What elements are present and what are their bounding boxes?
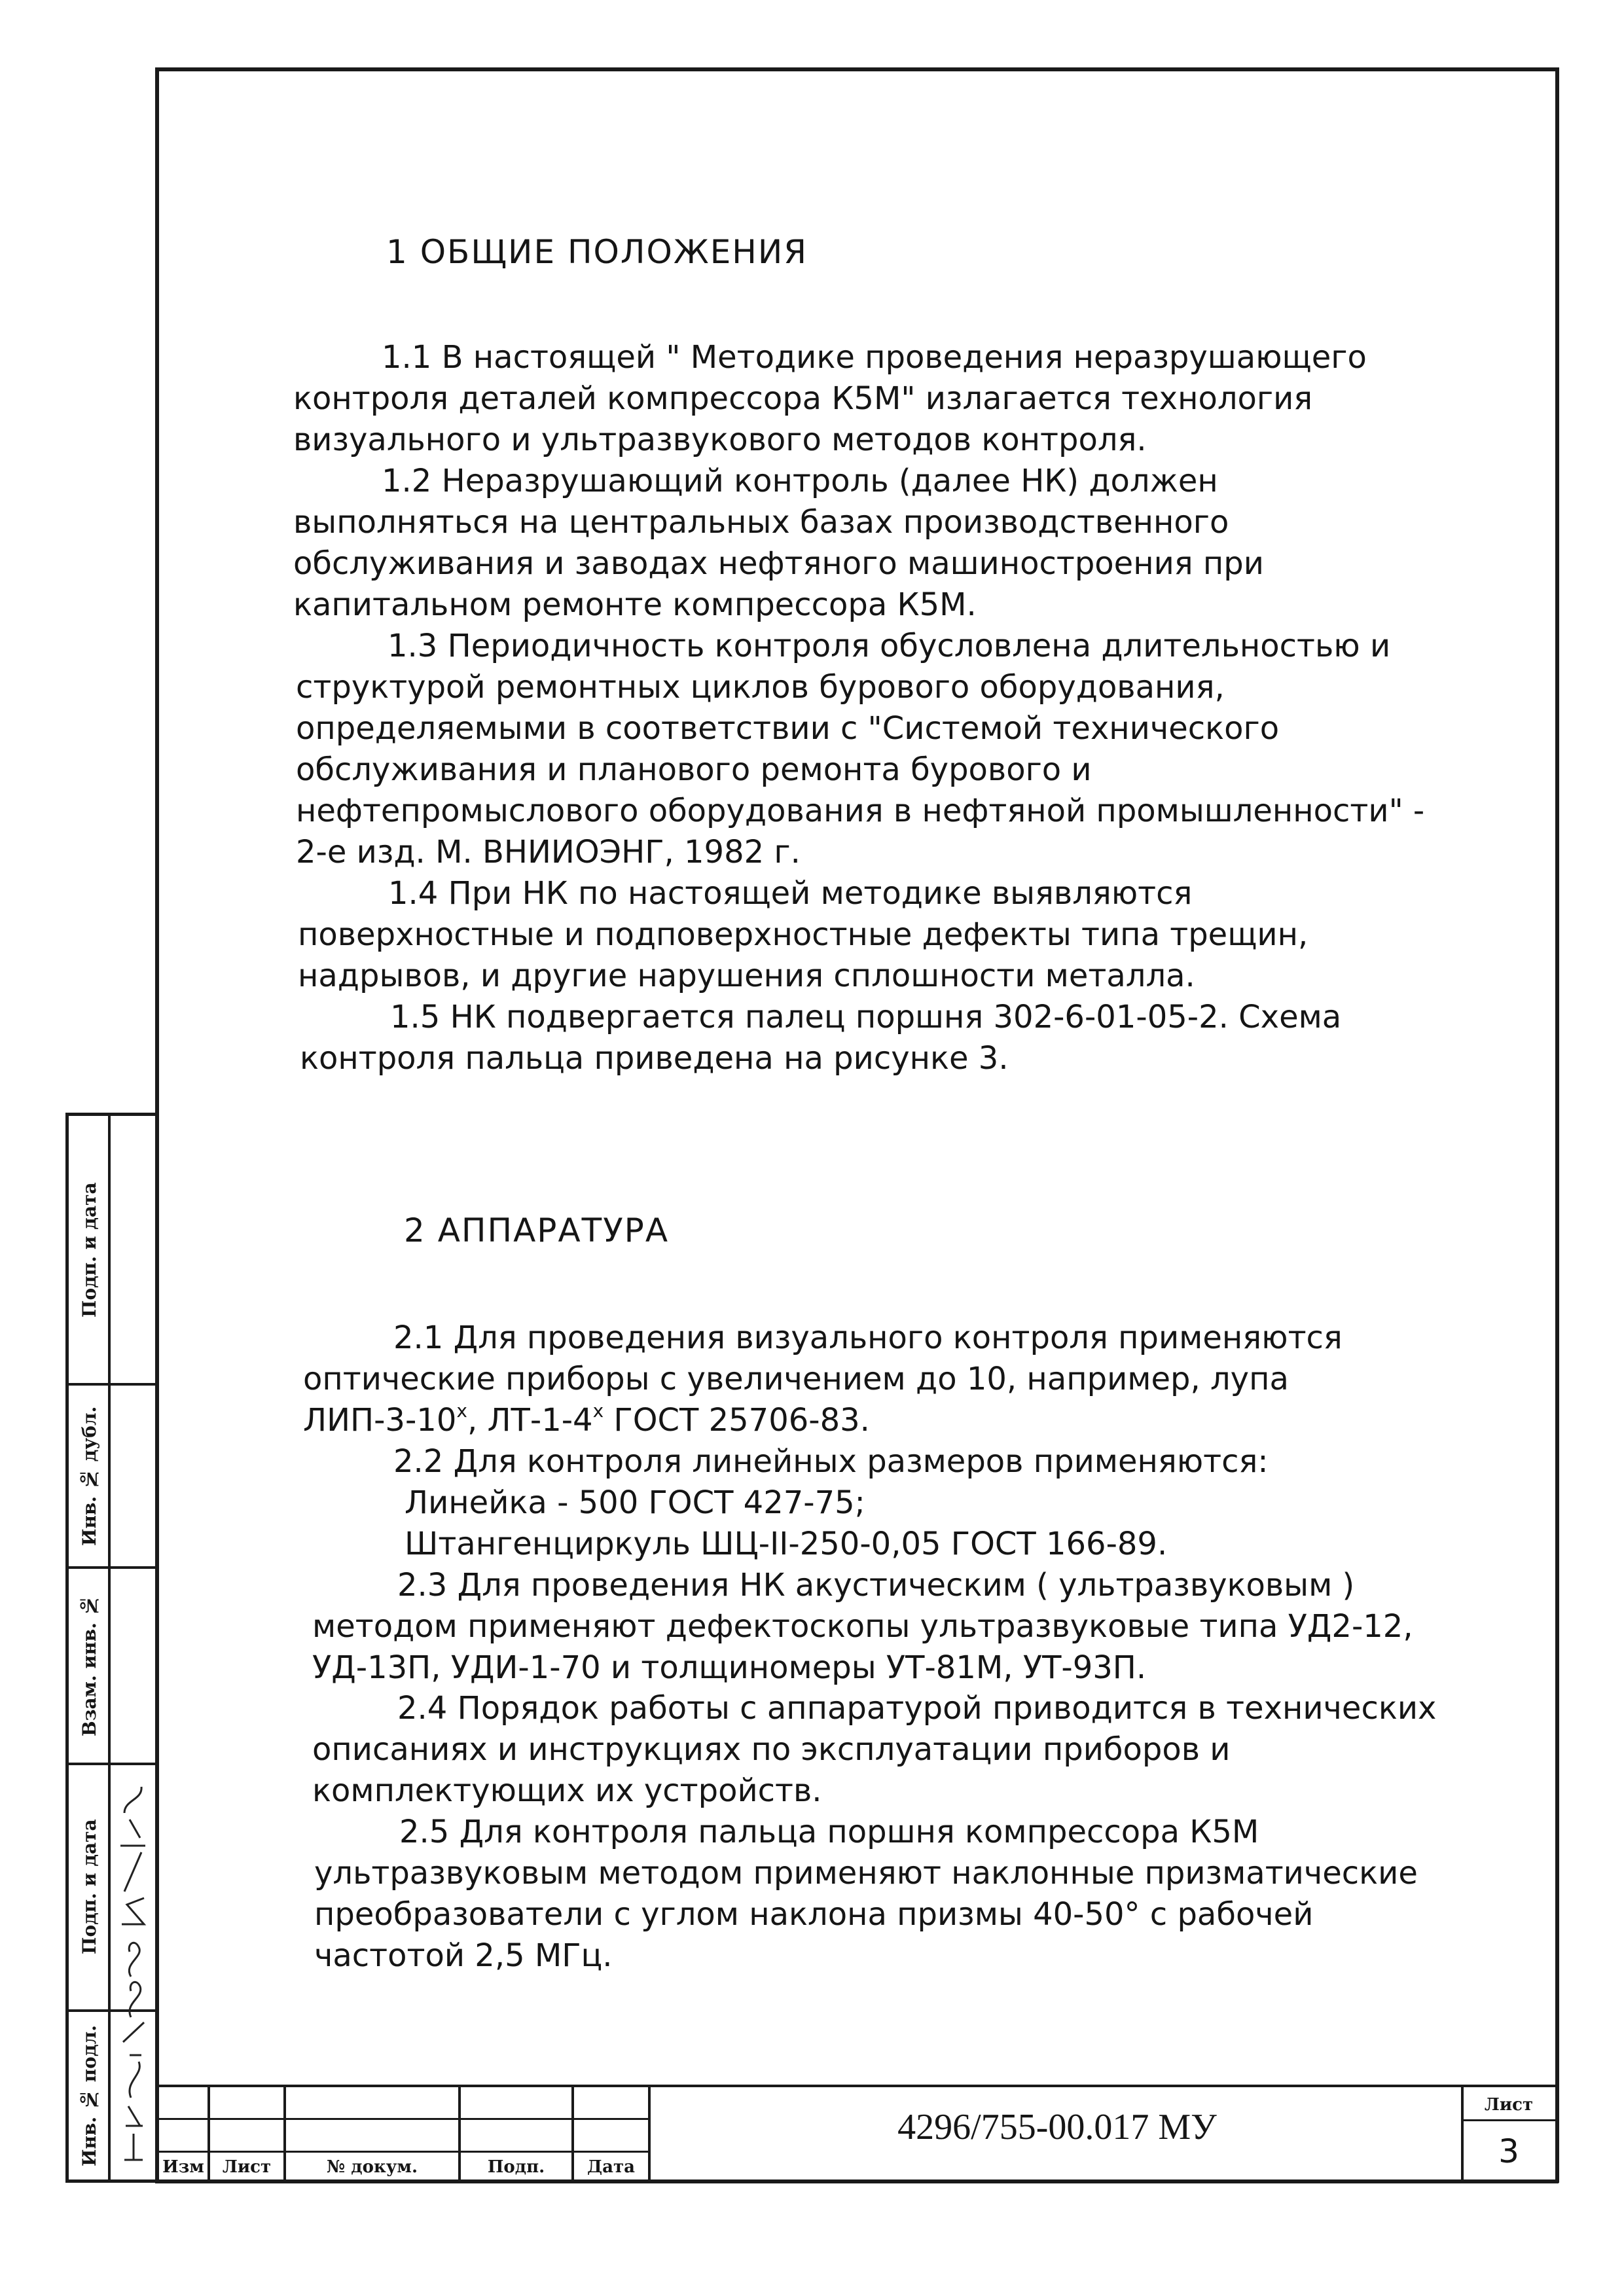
paragraph-1-5	[300, 997, 1341, 1079]
paragraph-2-2	[303, 1441, 1269, 1565]
title-block-row-line	[159, 2151, 650, 2153]
footnote-mark: х	[456, 1400, 467, 1422]
side-label-podp-data: Подп. и дата	[79, 1182, 100, 1318]
side-label-inv-podl: Инв. № подл.	[79, 2025, 100, 2166]
sheet-number: 3	[1498, 2132, 1519, 2170]
paragraph-line: оптические приборы с увеличением до 10, например, лупа	[303, 1361, 1289, 1397]
paragraph-line: выполняться на центральных базах производственного	[293, 504, 1229, 541]
device-lip: ЛИП-3-10	[303, 1402, 457, 1439]
paragraph-line: обслуживания и заводах нефтяного машиностроения при	[293, 545, 1264, 582]
paragraph-line: ультразвуковым методом применяют наклонные призматические	[314, 1855, 1418, 1892]
paragraph-2-1	[303, 1318, 1343, 1441]
paragraph-line	[303, 1400, 1343, 1441]
paragraph-line: частотой 2,5 МГц.	[314, 1937, 613, 1974]
handwritten-signature	[111, 1767, 157, 2179]
paragraph-1-4	[298, 873, 1308, 997]
device-lt: , ЛТ-1-4	[467, 1402, 593, 1439]
paragraph-line: 2.4 Порядок работы с аппаратурой приводится в технических	[397, 1690, 1437, 1727]
side-stamp-divider	[65, 1566, 159, 1569]
paragraph-line: 1.5 НК подвергается палец поршня 302-6-01-05-2. Схема	[390, 999, 1342, 1035]
paragraph-line: капитальном ремонте компрессора К5М.	[293, 586, 977, 623]
title-block-row-line	[159, 2118, 650, 2120]
paragraph-line: надрывов, и другие нарушения сплошности металла.	[298, 958, 1195, 994]
page-frame-top	[155, 67, 1559, 71]
paragraph-line: Линейка - 500 ГОСТ 427-75;	[405, 1484, 865, 1521]
paragraph-line: комплектующих их устройств.	[312, 1772, 822, 1809]
title-block-top-line	[159, 2085, 1559, 2087]
paragraph-line: УД-13П, УДИ-1-70 и толщиномеры УТ-81М, УТ-93П.	[312, 1649, 1147, 1686]
side-stamp-divider	[108, 1113, 111, 2183]
paragraph-2-4	[312, 1688, 1436, 1812]
section-2-heading: 2 АППАРАТУРА	[404, 1211, 670, 1249]
title-block-col-podp: Подп.	[487, 2157, 545, 2177]
gost-reference: ГОСТ 25706-83.	[604, 1402, 870, 1439]
page-frame-right	[1555, 67, 1559, 2183]
sheet-label: Лист	[1484, 2095, 1534, 2115]
paragraph-line: определяемыми в соответствии с "Системой технического	[296, 710, 1280, 747]
paragraph-line: контроля пальца приведена на рисунке 3.	[300, 1040, 1009, 1077]
paragraph-line: 1.4 При НК по настоящей методике выявляются	[388, 875, 1193, 912]
footnote-mark: х	[592, 1400, 604, 1422]
paragraph-1-3	[296, 626, 1424, 873]
title-block-col-dokum: № докум.	[326, 2157, 418, 2177]
paragraph-line: преобразователи с углом наклона призмы 40-50° с рабочей	[314, 1896, 1314, 1933]
side-stamp-divider	[65, 1763, 159, 1765]
paragraph-line: поверхностные и подповерхностные дефекты типа трещин,	[298, 916, 1308, 953]
paragraph-line: 2-е изд. М. ВНИИОЭНГ, 1982 г.	[296, 834, 801, 870]
section-1-heading: 1 ОБЩИЕ ПОЛОЖЕНИЯ	[386, 233, 808, 271]
paragraph-line: 2.2 Для контроля линейных размеров применяются:	[393, 1443, 1269, 1480]
paragraph-2-3	[312, 1565, 1413, 1689]
paragraph-line: 1.3 Периодичность контроля обусловлена длительностью и	[388, 628, 1391, 664]
paragraph-line: методом применяют дефектоскопы ультразвуковые типа УД2-12,	[312, 1608, 1413, 1645]
paragraph-line: Штангенциркуль ШЦ-II-250-0,05 ГОСТ 166-89.	[405, 1526, 1168, 1562]
document-code: 4296/755-00.017 МУ	[897, 2107, 1217, 2147]
title-block-col-list: Лист	[222, 2157, 272, 2177]
paragraph-line: 1.2 Неразрушающий контроль (далее НК) должен	[382, 463, 1218, 499]
sheet-box-divider	[1461, 2119, 1559, 2121]
paragraph-line: 2.3 Для проведения НК акустическим ( ультразвуковым )	[397, 1567, 1355, 1604]
side-label-inv-dubl: Инв. № дубл.	[79, 1406, 100, 1546]
paragraph-2-5	[314, 1812, 1418, 1977]
side-label-vzam-inv: Взам. инв. №	[79, 1594, 100, 1737]
paragraph-line: обслуживания и планового ремонта бурового и	[296, 751, 1092, 788]
paragraph-line: описаниях и инструкциях по эксплуатации приборов и	[312, 1731, 1231, 1768]
paragraph-1-1	[293, 337, 1367, 461]
paragraph-line: структурой ремонтных циклов бурового оборудования,	[296, 669, 1225, 706]
paragraph-1-2	[293, 461, 1264, 626]
side-label-podp-data: Подп. и дата	[79, 1819, 100, 1954]
sheet-box-divider	[1461, 2085, 1464, 2183]
paragraph-line: 2.1 Для проведения визуального контроля применяются	[393, 1319, 1343, 1356]
paragraph-line: 1.1 В настоящей " Методике проведения неразрушающего	[382, 339, 1367, 376]
title-block-col-line	[648, 2085, 651, 2183]
paragraph-line: визуального и ультразвукового методов контроля.	[293, 422, 1147, 458]
paragraph-line: контроля деталей компрессора К5М" излагается технология	[293, 380, 1313, 417]
title-block-col-data: Дата	[587, 2157, 635, 2177]
paragraph-line: нефтепромыслового оборудования в нефтяной промышленности" -	[296, 793, 1425, 829]
title-block-col-izm: Изм	[162, 2157, 204, 2177]
side-stamp-divider	[65, 1383, 159, 1386]
paragraph-line: 2.5 Для контроля пальца поршня компрессора К5М	[399, 1814, 1259, 1850]
